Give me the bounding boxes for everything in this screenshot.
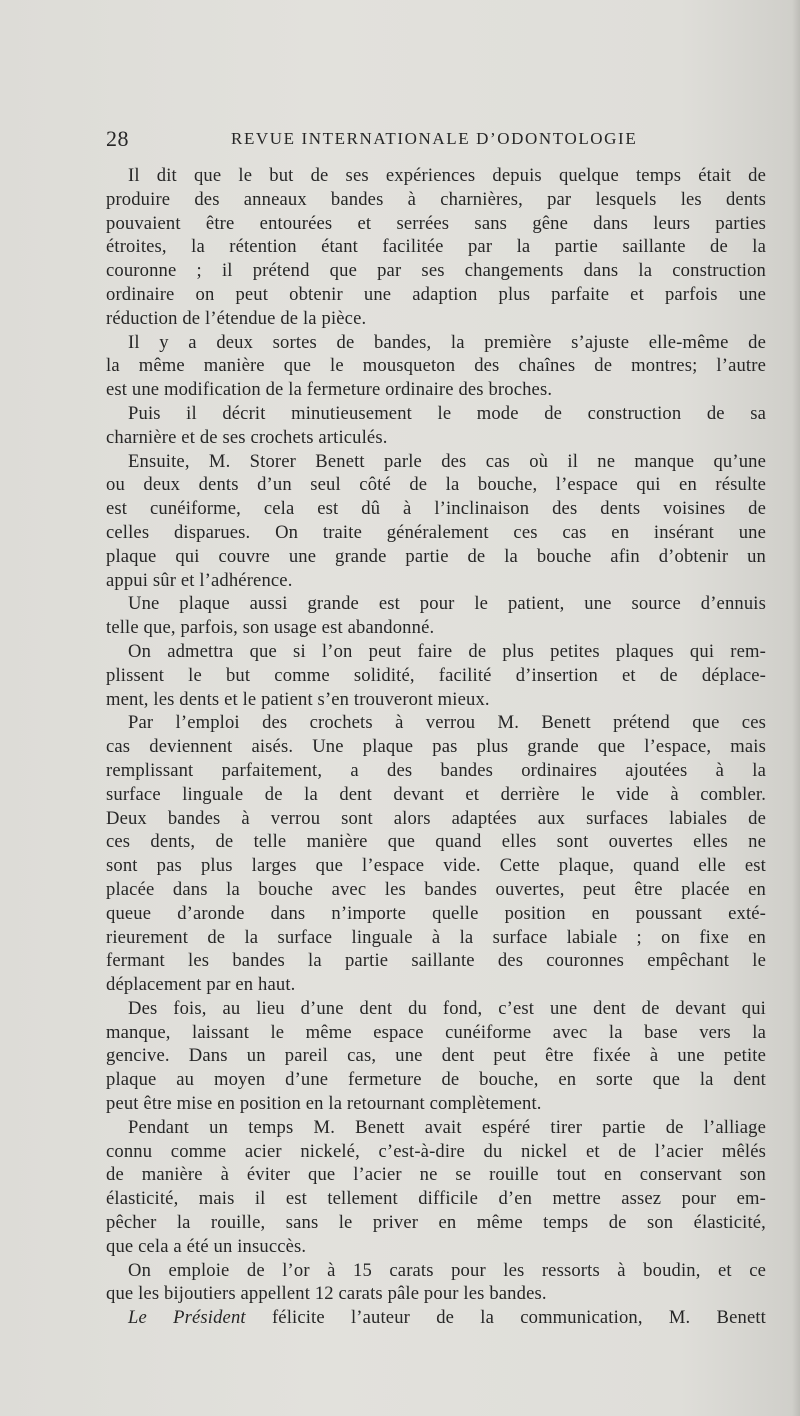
text-line: celles disparues. On traite généralement ces cas en insérant une [106, 521, 766, 543]
text-line: étroites, la rétention étant facilitée par la partie saillante de la [106, 236, 766, 258]
text-line: plissent le but comme solidité, facilité d’insertion et de déplace- [106, 664, 766, 686]
text-line: gencive. Dans un pareil cas, une dent peut être fixée à une petite [106, 1045, 766, 1067]
text-line: ordinaire on peut obtenir une adaption plus parfaite et parfois une [106, 283, 766, 305]
text-line-final [106, 1306, 766, 1330]
text-line: Puis il décrit minutieusement le mode de construction de sa [128, 402, 766, 424]
text-line: appui sûr et l’adhérence. [106, 569, 293, 591]
text-line: remplissant parfaitement, a des bandes ordinaires ajoutées à la [106, 759, 766, 781]
text-line: la même manière que le mousqueton des chaînes de montres; l’autre [106, 355, 766, 377]
text-line: que les bijoutiers appellent 12 carats pâle pour les bandes. [106, 1283, 547, 1305]
text-line: ces dents, de telle manière que quand elles sont ouvertes elles ne [106, 831, 766, 853]
text-line: pouvaient être entourées et serrées sans gêne dans leurs parties [106, 212, 766, 234]
text-line: est cunéiforme, cela est dû à l’inclinaison des dents voisines de [106, 498, 766, 520]
text-line: On emploie de l’or à 15 carats pour les ressorts à boudin, et ce [128, 1259, 766, 1281]
text-line: sont pas plus larges que l’espace vide. Cette plaque, quand elle est [106, 855, 766, 877]
text-line-tail: félicite l’auteur de la communication, M. Benett [271, 1307, 766, 1329]
text-line: plaque au moyen d’une fermeture de bouche, en sorte que la dent [106, 1069, 766, 1091]
speaker-label: Le Président [128, 1307, 246, 1329]
text-line: connu comme acier nickelé, c’est-à-dire du nickel et de l’acier mêlés [106, 1140, 766, 1162]
text-line: pêcher la rouille, sans le priver en même temps de son élasticité, [106, 1212, 766, 1234]
text-line: couronne ; il prétend que par ses changements dans la construction [106, 260, 766, 282]
text-line: Il dit que le but de ses expériences depuis quelque temps était de [128, 165, 766, 186]
text-line: placée dans la bouche avec les bandes ouvertes, peut être placée en [106, 878, 766, 900]
text-line: rieurement de la surface linguale à la surface labiale ; on fixe en [106, 926, 766, 948]
text-line: Une plaque aussi grande est pour le patient, une source d’ennuis [128, 593, 766, 615]
text-line: est une modification de la fermeture ordinaire des broches. [106, 379, 553, 401]
text-line: réduction de l’étendue de la pièce. [106, 307, 367, 329]
text-line: produire des anneaux bandes à charnières, par lesquels les dents [106, 188, 766, 210]
text-line: Deux bandes à verrou sont alors adaptées aux surfaces labiales de [106, 807, 766, 829]
text-line: telle que, parfois, son usage est abandonné. [106, 617, 435, 639]
text-line: déplacement par en haut. [106, 974, 296, 996]
text-line: de manière à éviter que l’acier ne se rouille tout en conservant son [106, 1164, 766, 1186]
text-line: peut être mise en position en la retournant complètement. [106, 1093, 542, 1115]
text-line: ment, les dents et le patient s’en trouveront mieux. [106, 688, 490, 710]
page-number: 28 [106, 126, 129, 151]
text-line: fermant les bandes la partie saillante des couronnes empêchant le [106, 950, 766, 972]
text-line: Il y a deux sortes de bandes, la première s’ajuste elle-même de [128, 331, 766, 353]
text-line: cas deviennent aisés. Une plaque pas plus grande que l’espace, mais [106, 736, 766, 758]
text-line: Pendant un temps M. Benett avait espéré tirer partie de l’alliage [128, 1116, 766, 1138]
page-header [106, 126, 766, 156]
text-line: élasticité, mais il est tellement difficile d’en mettre assez pour em- [106, 1188, 766, 1210]
text-line: plaque qui couvre une grande partie de la bouche afin d’obtenir un [106, 545, 766, 567]
running-title: REVUE INTERNATIONALE D’ODONTOLOGIE [231, 129, 638, 148]
text-line: On admettra que si l’on peut faire de plus petites plaques qui rem- [128, 640, 766, 662]
text-line: Ensuite, M. Storer Benett parle des cas où il ne manque qu’une [128, 450, 766, 472]
text-line: ou deux dents d’un seul côté de la bouche, l’espace qui en résulte [106, 474, 766, 496]
article-body [106, 164, 766, 1330]
text-line: queue d’aronde dans n’importe quelle position en poussant exté- [106, 902, 766, 924]
text-line: charnière et de ses crochets articulés. [106, 426, 388, 448]
text-line: que cela a été un insuccès. [106, 1235, 307, 1257]
text-line: manque, laissant le même espace cunéiforme avec la base vers la [106, 1021, 766, 1043]
text-line: Des fois, au lieu d’une dent du fond, c’est une dent de devant qui [128, 997, 766, 1019]
page-edge-shadow [792, 0, 800, 1416]
text-line: Par l’emploi des crochets à verrou M. Benett prétend que ces [128, 712, 766, 734]
text-line: surface linguale de la dent devant et derrière le vide à combler. [106, 783, 766, 805]
